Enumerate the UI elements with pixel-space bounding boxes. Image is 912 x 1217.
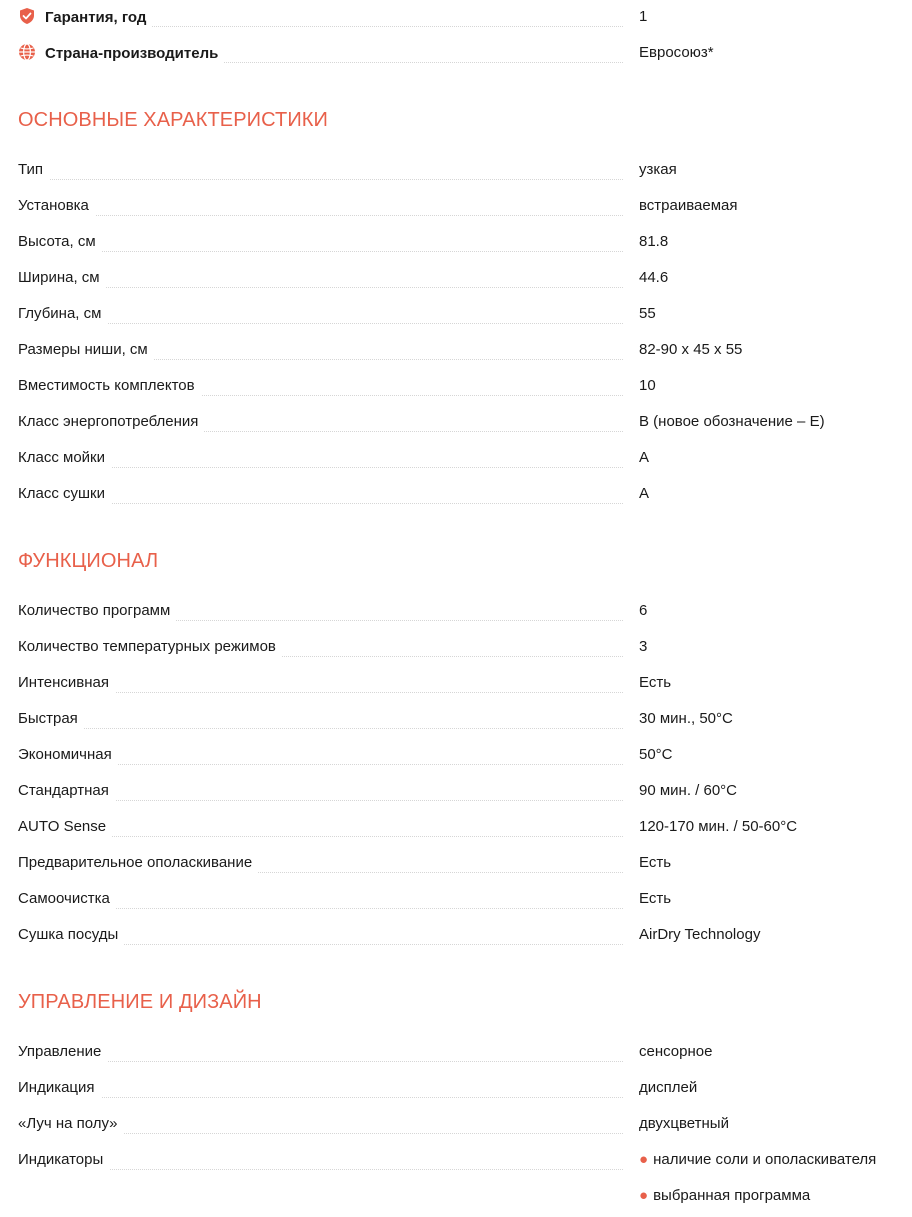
spec-value: встраиваемая xyxy=(639,197,738,214)
spec-value: A xyxy=(639,485,650,502)
spec-value: 30 мин., 50°C xyxy=(639,710,733,727)
dotted-leader xyxy=(18,1097,623,1098)
section-title-main-specs: ОСНОВНЫЕ ХАРАКТЕРИСТИКИ xyxy=(18,109,329,131)
spec-label xyxy=(18,7,152,28)
spec-row xyxy=(18,1078,898,1102)
spec-row xyxy=(18,232,898,256)
spec-value: сенсорное xyxy=(639,1043,713,1060)
spec-row xyxy=(18,196,898,220)
spec-label: Вместимость комплектов xyxy=(18,376,201,396)
spec-value: A xyxy=(639,449,650,466)
spec-row xyxy=(18,709,898,733)
dotted-leader xyxy=(18,728,623,729)
spec-row-continuation xyxy=(18,1186,898,1210)
spec-row xyxy=(18,781,898,805)
spec-label: Интенсивная xyxy=(18,673,115,693)
spec-row xyxy=(18,340,898,364)
dotted-leader xyxy=(18,215,623,216)
spec-row xyxy=(18,673,898,697)
section-title-control-design: УПРАВЛЕНИЕ И ДИЗАЙН xyxy=(18,991,262,1013)
spec-label: Класс мойки xyxy=(18,448,111,468)
spec-value: B (новое обозначение – E) xyxy=(639,413,825,430)
spec-value: Есть xyxy=(639,674,672,691)
spec-label: Ширина, см xyxy=(18,268,106,288)
spec-label: Экономичная xyxy=(18,745,118,765)
spec-value: 10 xyxy=(639,377,656,394)
spec-row xyxy=(18,637,898,661)
spec-value: Евросоюз* xyxy=(639,44,714,61)
bullet-item-text: наличие соли и ополаскивателя xyxy=(653,1151,877,1168)
bullet-icon: ● xyxy=(639,1187,649,1204)
dotted-leader xyxy=(18,179,623,180)
spec-label: Количество программ xyxy=(18,601,176,621)
spec-row xyxy=(18,1114,898,1138)
spec-label: Класс сушки xyxy=(18,484,111,504)
spec-label: Самоочистка xyxy=(18,889,116,909)
spec-row xyxy=(18,853,898,877)
spec-label: AUTO Sense xyxy=(18,817,112,837)
spec-label-text: Страна-производитель xyxy=(45,45,219,62)
dotted-leader xyxy=(18,323,623,324)
spec-label: «Луч на полу» xyxy=(18,1114,124,1134)
spec-value: Есть xyxy=(639,890,672,907)
spec-row xyxy=(18,925,898,949)
spec-value: 90 мин. / 60°C xyxy=(639,782,738,799)
spec-row xyxy=(18,1042,898,1066)
spec-value: узкая xyxy=(639,161,677,178)
dotted-leader xyxy=(18,251,623,252)
shield-check-icon xyxy=(18,7,36,25)
spec-row xyxy=(18,484,898,508)
spec-value: дисплей xyxy=(639,1079,698,1096)
spec-value: 81.8 xyxy=(639,233,669,250)
spec-row xyxy=(18,448,898,472)
spec-value: 3 xyxy=(639,638,648,655)
spec-value: 6 xyxy=(639,602,648,619)
dotted-leader xyxy=(18,287,623,288)
spec-label: Стандартная xyxy=(18,781,115,801)
spec-label: Индикаторы xyxy=(18,1150,109,1170)
spec-label xyxy=(18,43,224,64)
spec-label: Индикация xyxy=(18,1078,101,1098)
spec-label: Предварительное ополаскивание xyxy=(18,853,258,873)
spec-value: 82-90 x 45 x 55 xyxy=(639,341,743,358)
spec-row xyxy=(18,1150,898,1174)
spec-value: Есть xyxy=(639,854,672,871)
spec-row xyxy=(18,160,898,184)
spec-row xyxy=(18,745,898,769)
spec-value: 1 xyxy=(639,8,648,25)
spec-row xyxy=(18,889,898,913)
spec-label: Размеры ниши, см xyxy=(18,340,154,360)
spec-label: Управление xyxy=(18,1042,107,1062)
spec-value: 44.6 xyxy=(639,269,669,286)
spec-row xyxy=(18,376,898,400)
bullet-item-text: выбранная программа xyxy=(653,1187,811,1204)
spec-label: Класс энергопотребления xyxy=(18,412,204,432)
spec-label: Сушка посуды xyxy=(18,925,124,945)
section-title-functionality: ФУНКЦИОНАЛ xyxy=(18,550,159,572)
spec-value: 120-170 мин. / 50-60°C xyxy=(639,818,798,835)
spec-label: Установка xyxy=(18,196,95,216)
spec-label-text: Гарантия, год xyxy=(45,9,147,26)
spec-value: 55 xyxy=(639,305,656,322)
spec-label: Количество температурных режимов xyxy=(18,637,282,657)
spec-row-warranty xyxy=(18,7,898,31)
spec-label: Глубина, см xyxy=(18,304,107,324)
spec-value: двухцветный xyxy=(639,1115,729,1132)
spec-row xyxy=(18,268,898,292)
globe-icon xyxy=(18,43,36,61)
spec-row xyxy=(18,601,898,625)
spec-label: Высота, см xyxy=(18,232,102,252)
spec-label: Быстрая xyxy=(18,709,84,729)
spec-label: Тип xyxy=(18,160,49,180)
bullet-icon: ● xyxy=(639,1151,649,1168)
spec-row xyxy=(18,304,898,328)
spec-value: AirDry Technology xyxy=(639,926,761,943)
spec-value xyxy=(639,1150,876,1170)
spec-value: 50°C xyxy=(639,746,673,763)
dotted-leader xyxy=(18,1061,623,1062)
spec-value xyxy=(639,1186,810,1206)
spec-row xyxy=(18,817,898,841)
spec-row xyxy=(18,412,898,436)
spec-row-country xyxy=(18,43,898,67)
